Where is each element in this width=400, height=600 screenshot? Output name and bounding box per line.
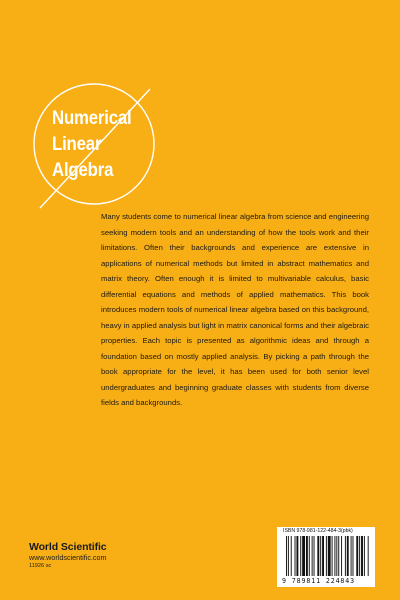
isbn-label: ISBN 978-981-122-484-3(pbk) — [283, 528, 353, 534]
publisher-url: www.worldscientific.com — [29, 553, 107, 562]
product-code: 11926 sc — [29, 563, 52, 569]
book-description: Many students come to numerical linear algebra from science and engineering seeking modern tools and an understanding of how the tools work and their limitations. Often their backgrounds and experience are extensive in applications of numerical methods but limited in abstract mathematics and matrix theory. Often enough it is limited to multivariable calculus, basic differential equations and methods of applied mathematics. This book introduces modern tools of numerical linear algebra based on this background, heavy in applied analysis but light in matrix canonical forms and their algebraic properties. Each topic is presented as algorithmic ideas and through a foundation based on mostly applied analysis. By picking a path through the book appropriate for the level, it has been used for both senior level undergraduates and beginning graduate classes with students from diverse fields and backgrounds. — [101, 212, 369, 407]
publisher-name: World Scientific — [29, 541, 107, 553]
title-line-3: Algebra — [52, 159, 114, 181]
barcode-panel — [277, 527, 375, 587]
barcode-digits: 9 789811 224843 — [282, 577, 356, 585]
title-line-2: Linear — [52, 133, 102, 155]
title-line-1: Numerical — [52, 107, 132, 129]
publisher-block — [29, 541, 107, 571]
book-title — [52, 105, 132, 183]
